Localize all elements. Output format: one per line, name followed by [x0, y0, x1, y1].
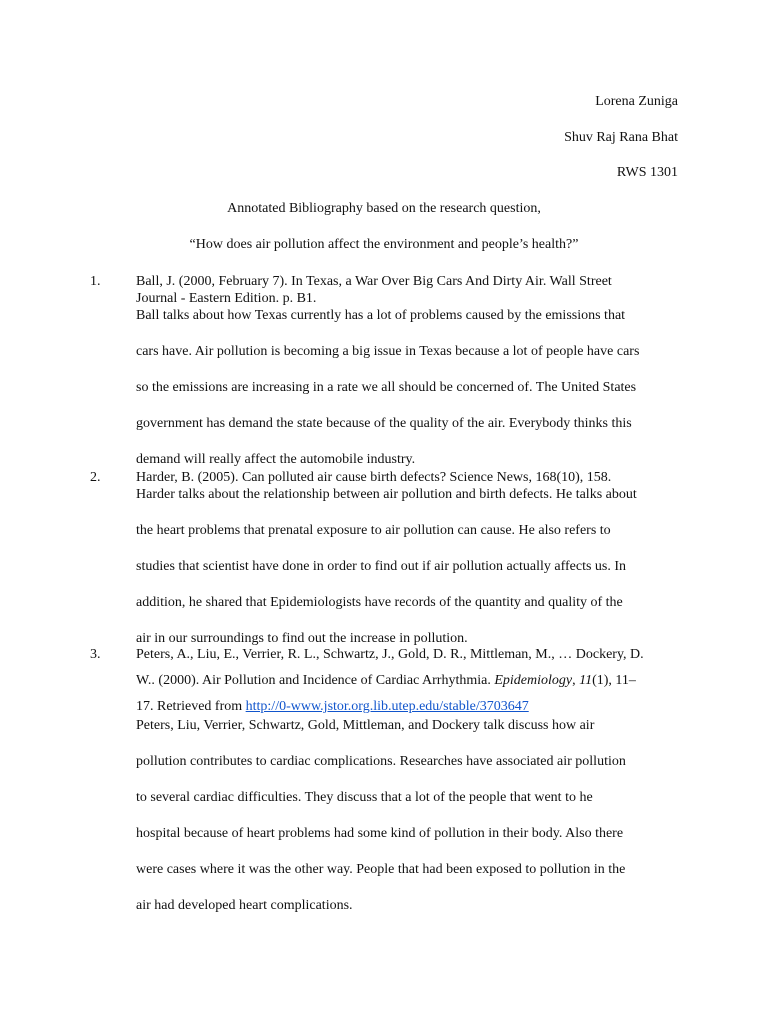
citation-line: Ball, J. (2000, February 7). In Texas, a War Over Big Cars And Dirty Air. Wall Street	[136, 274, 612, 289]
annotation-line: were cases where it was the other way. People that had been exposed to pollution in the	[136, 862, 626, 877]
annotation-line: pollution contributes to cardiac complications. Researches have associated air pollution	[136, 754, 626, 769]
jstor-link[interactable]: http://0-www.jstor.org.lib.utep.edu/stable/3703647	[245, 699, 529, 714]
annotation-line: air had developed heart complications.	[136, 898, 353, 913]
entry-number: 3.	[90, 647, 101, 662]
citation-separator: ,	[572, 673, 580, 688]
annotation-line: cars have. Air pollution is becoming a big issue in Texas because a lot of people have cars	[136, 344, 640, 359]
annotation-line: Peters, Liu, Verrier, Schwartz, Gold, Mittleman, and Dockery talk discuss how air	[136, 718, 595, 733]
annotation-line: the heart problems that prenatal exposure to air pollution can cause. He also refers to	[136, 523, 611, 538]
instructor-name: Shuv Raj Rana Bhat	[564, 130, 678, 145]
annotation-line: to several cardiac difficulties. They discuss that a lot of the people that went to he	[136, 790, 593, 805]
citation-text: W.. (2000). Air Pollution and Incidence of Cardiac Arrhythmia.	[136, 673, 495, 688]
citation-line: Harder, B. (2005). Can polluted air cause birth defects? Science News, 168(10), 158.	[136, 470, 612, 485]
annotation-line: government has demand the state because of the quality of the air. Everybody thinks this	[136, 416, 632, 431]
journal-name: Epidemiology	[494, 673, 573, 688]
citation-line: Peters, A., Liu, E., Verrier, R. L., Schwartz, J., Gold, D. R., Mittleman, M., … Dockery, D.	[136, 647, 644, 662]
author-name: Lorena Zuniga	[595, 94, 678, 109]
annotation-line: air in our surroundings to find out the increase in pollution.	[136, 631, 468, 646]
annotation-line: Ball talks about how Texas currently has a lot of problems caused by the emissions that	[136, 308, 626, 323]
entry-number: 2.	[90, 470, 101, 485]
entry-annotation	[136, 477, 690, 657]
citation-issue-pages: (1), 11–	[592, 673, 636, 688]
document-title: Annotated Bibliography based on the research question,	[227, 201, 541, 216]
citation-line: Journal - Eastern Edition. p. B1.	[136, 291, 317, 306]
entry-annotation	[136, 298, 690, 478]
annotation-line: so the emissions are increasing in a rate we all should be concerned of. The United States	[136, 380, 637, 395]
citation-text: 17. Retrieved from	[136, 699, 246, 714]
course-code: RWS 1301	[616, 165, 678, 180]
research-question: “How does air pollution affect the environment and people’s health?”	[189, 237, 579, 252]
annotation-line: demand will really affect the automobile industry.	[136, 452, 416, 467]
entry-number: 1.	[90, 274, 101, 289]
entry-annotation	[136, 708, 690, 924]
citation-line	[136, 668, 690, 694]
bibliography-entry-1	[90, 273, 690, 478]
annotation-line: Harder talks about the relationship between air pollution and birth defects. He talks about	[136, 487, 637, 502]
annotation-line: addition, he shared that Epidemiologists have records of the quantity and quality of the	[136, 595, 623, 610]
annotation-line: studies that scientist have done in order to find out if air pollution actually affects us. In	[136, 559, 627, 574]
annotation-line: hospital because of heart problems had some kind of pollution in their body. Also there	[136, 826, 624, 841]
bibliography-entry-2	[90, 469, 690, 657]
bibliography-entry-3	[90, 646, 690, 924]
journal-volume: 11	[579, 673, 593, 688]
